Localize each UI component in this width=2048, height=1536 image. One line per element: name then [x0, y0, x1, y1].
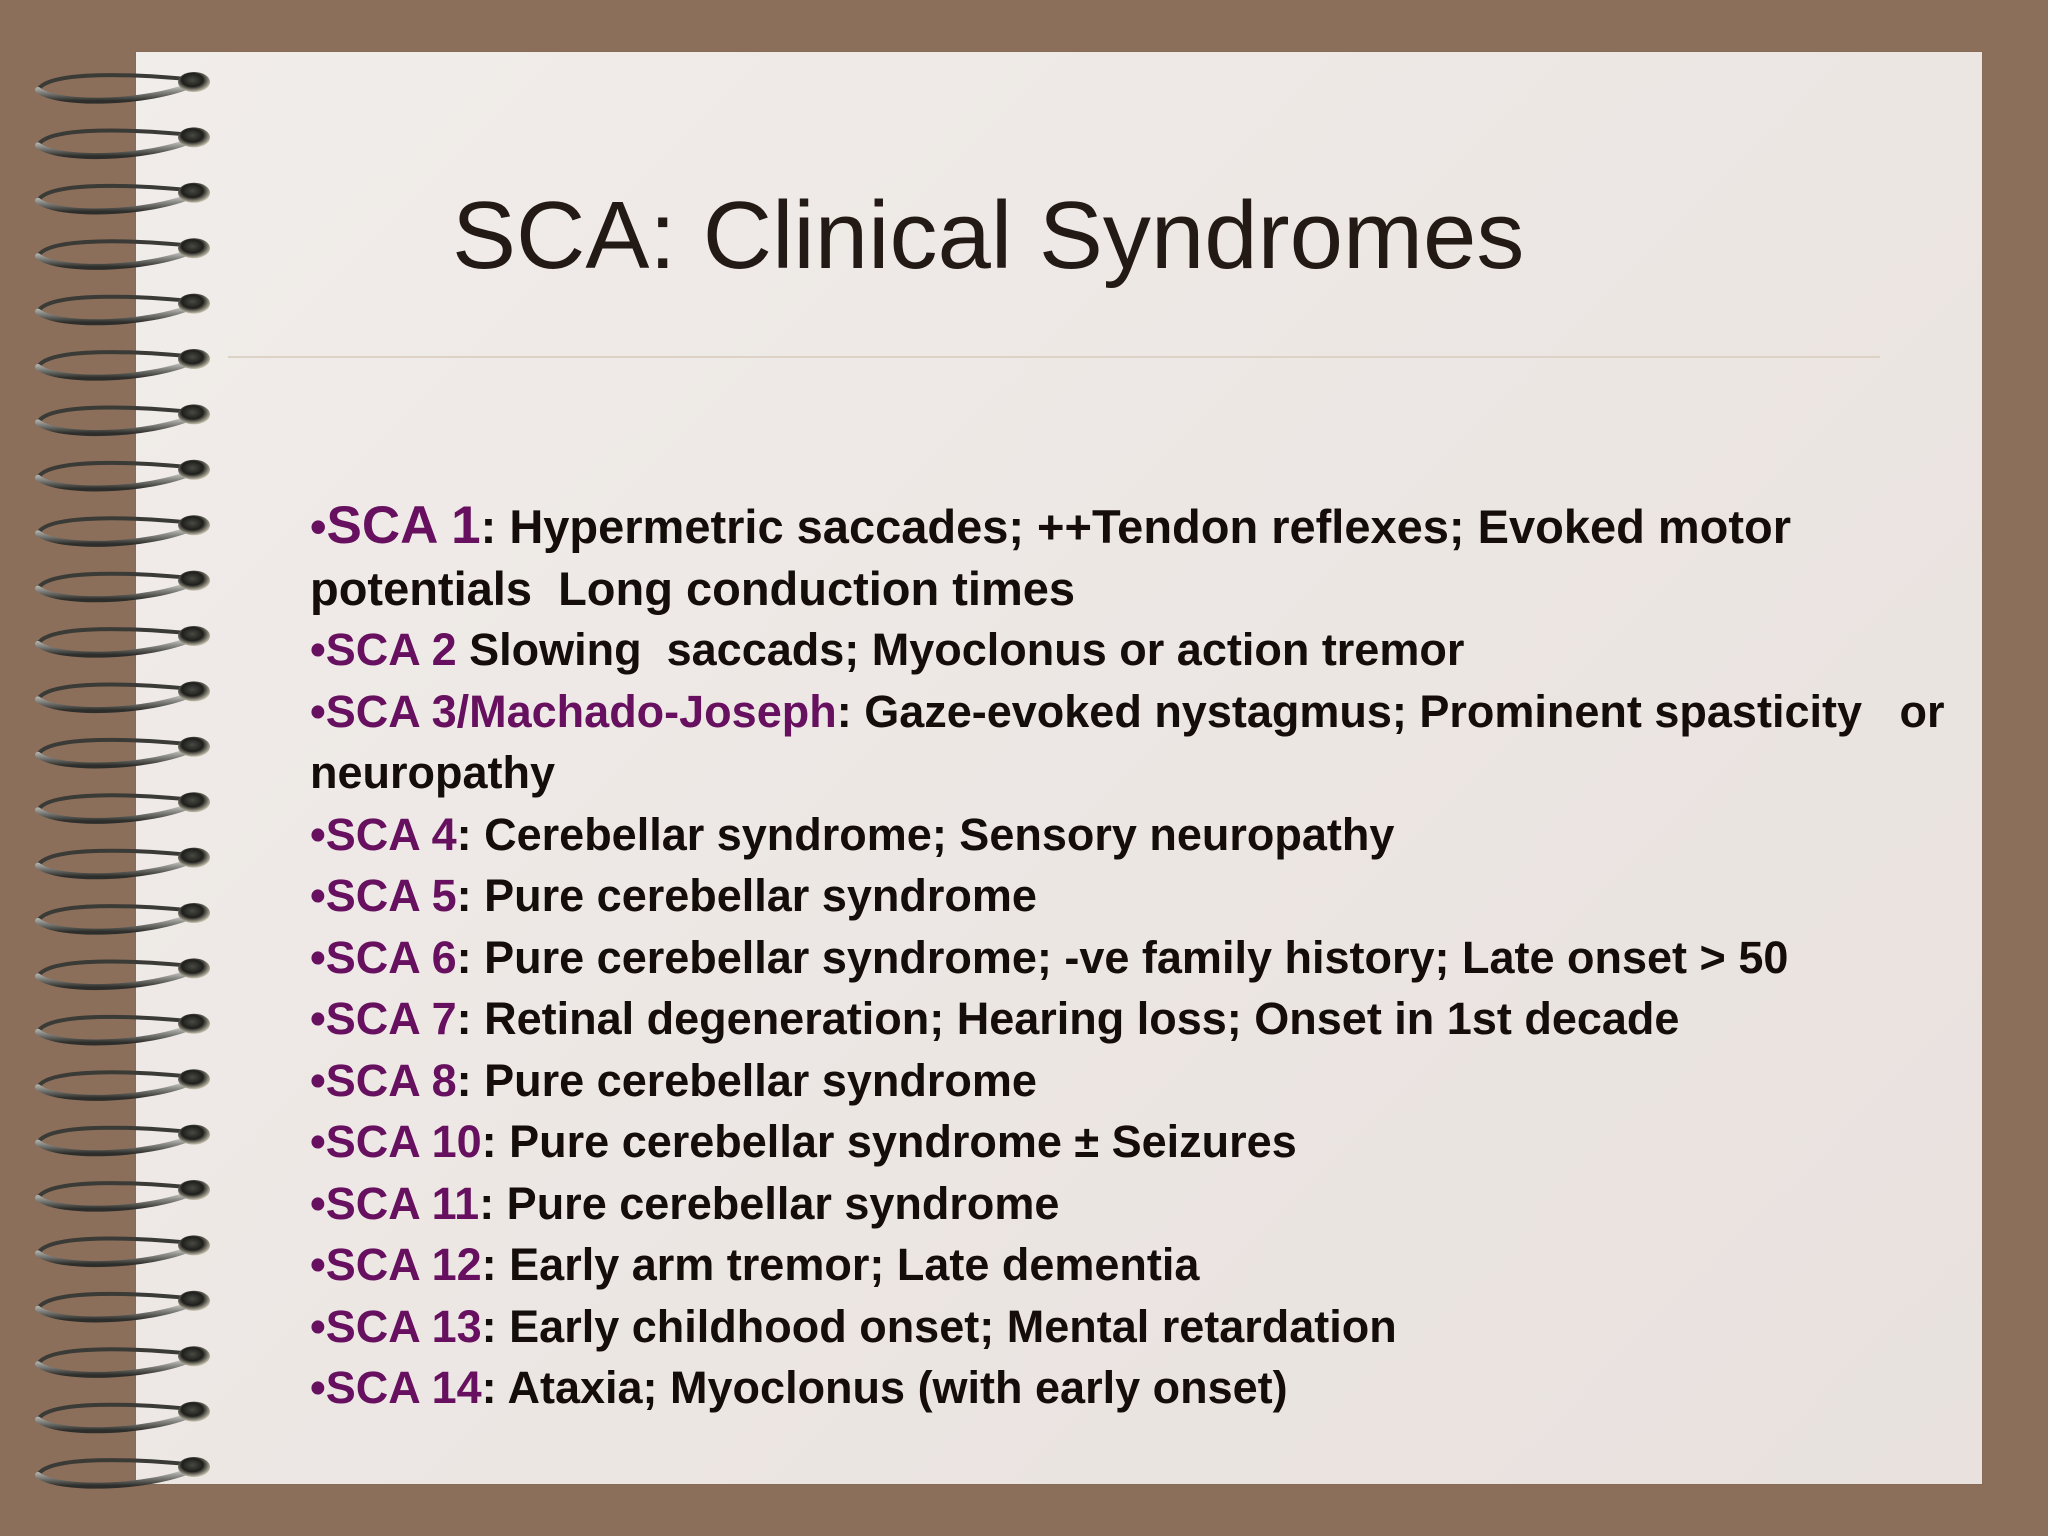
item-label: SCA 12 [325, 1239, 482, 1290]
item-description: : Cerebellar syndrome; Sensory neuropathy [456, 808, 1395, 860]
item-description: : Pure cerebellar syndrome [456, 1054, 1037, 1106]
ring-wire-back [38, 906, 196, 921]
ring-wire-front [38, 915, 194, 932]
ring-wire-back [38, 795, 196, 810]
spiral-ring [38, 1346, 210, 1375]
ring-wire-front [38, 361, 194, 378]
spiral-ring [38, 1291, 210, 1320]
ring-wire-back [38, 1183, 196, 1198]
item-label: SCA 5 [325, 870, 457, 921]
ring-hole [178, 1180, 210, 1200]
ring-hole [178, 1457, 210, 1477]
bullet: • [310, 1239, 326, 1290]
ring-wire-back [38, 629, 196, 644]
item-label: SCA 11 [325, 1177, 480, 1229]
ring-wire-back [38, 851, 196, 866]
ring-wire-back [38, 962, 196, 977]
ring-hole [178, 848, 210, 868]
bullet: • [310, 500, 327, 553]
spiral-ring [38, 404, 210, 433]
ring-wire-front [38, 804, 194, 821]
item-description: : Retinal degeneration; Hearing loss; Onset in 1st decade [456, 993, 1680, 1044]
ring-wire-front [38, 1081, 194, 1098]
syndrome-list [310, 495, 1970, 1419]
ring-hole [178, 681, 210, 701]
ring-hole [178, 1125, 210, 1145]
list-item [310, 804, 1970, 866]
list-item [310, 1296, 1970, 1358]
list-item [310, 988, 1970, 1050]
spiral-ring [38, 571, 210, 600]
bullet: • [310, 808, 326, 860]
list-item [310, 1234, 1970, 1296]
ring-wire-back [38, 574, 196, 589]
ring-wire-back [38, 186, 196, 201]
ring-wire-back [38, 1239, 196, 1254]
ring-wire-front [38, 527, 194, 544]
item-label: SCA 13 [325, 1300, 482, 1352]
item-label: SCA 8 [325, 1054, 457, 1106]
list-item [310, 865, 1970, 927]
spiral-ring [38, 515, 210, 544]
ring-hole [178, 903, 210, 923]
ring-hole [178, 1346, 210, 1366]
spiral-ring [38, 72, 210, 101]
list-item [310, 927, 1970, 989]
ring-wire-back [38, 1072, 196, 1087]
spiral-ring [38, 460, 210, 489]
ring-wire-front [38, 749, 194, 766]
ring-hole [178, 183, 210, 203]
ring-hole [178, 571, 210, 591]
list-item [310, 495, 1970, 619]
item-label: SCA 4 [325, 808, 457, 860]
spiral-ring [38, 681, 210, 710]
item-label: SCA 3/Machado-Joseph [325, 685, 837, 737]
item-description: : Early childhood onset; Mental retardation [481, 1300, 1397, 1352]
item-label: SCA 1 [326, 496, 481, 555]
item-label: SCA 10 [325, 1116, 482, 1167]
spiral-ring [38, 238, 210, 267]
ring-wire-back [38, 297, 196, 312]
ring-wire-front [38, 638, 194, 655]
item-description: : Pure cerebellar syndrome [479, 1177, 1060, 1229]
spiral-ring [38, 958, 210, 987]
list-item [310, 1357, 1970, 1419]
list-item [310, 1050, 1970, 1112]
spiral-ring [38, 349, 210, 378]
bullet: • [310, 624, 326, 675]
ring-wire-back [38, 1294, 196, 1309]
spiral-ring [38, 294, 210, 323]
ring-hole [178, 515, 210, 535]
bullet: • [310, 1177, 326, 1229]
ring-wire-back [38, 352, 196, 367]
ring-hole [178, 1235, 210, 1255]
ring-wire-back [38, 1349, 196, 1364]
list-item [310, 1111, 1970, 1173]
ring-hole [178, 626, 210, 646]
ring-wire-back [38, 740, 196, 755]
ring-wire-front [38, 1137, 194, 1154]
bullet: • [310, 993, 326, 1044]
ring-wire-front [38, 1303, 194, 1320]
item-description: : Hypermetric saccades; ++Tendon reflexes; Evoked motor potentials Long conduction times [310, 500, 1805, 615]
ring-wire-back [38, 131, 196, 146]
spiral-ring [38, 903, 210, 932]
notebook-page [136, 52, 1982, 1484]
ring-wire-back [38, 241, 196, 256]
ring-wire-front [38, 84, 194, 101]
slide-title: SCA: Clinical Syndromes [452, 182, 1525, 289]
spiral-ring [38, 1402, 210, 1431]
list-item [310, 1173, 1970, 1235]
spiral-ring [38, 1235, 210, 1264]
ring-wire-front [38, 1358, 194, 1375]
spiral-ring [38, 1014, 210, 1043]
item-description: : Pure cerebellar syndrome; -ve family history; Late onset > 50 [456, 931, 1789, 983]
ring-wire-front [38, 250, 194, 267]
ring-wire-back [38, 408, 196, 423]
ring-hole [178, 72, 210, 92]
ring-wire-front [38, 583, 194, 600]
ring-wire-front [38, 472, 194, 489]
ring-hole [178, 460, 210, 480]
spiral-ring [38, 1125, 210, 1154]
spiral-ring [38, 626, 210, 655]
ring-hole [178, 127, 210, 147]
ring-hole [178, 737, 210, 757]
bullet: • [310, 1362, 326, 1413]
item-description: : Pure cerebellar syndrome ± Seizures [481, 1116, 1297, 1167]
item-label: SCA 14 [325, 1362, 482, 1413]
item-label: SCA 6 [325, 931, 457, 983]
item-description: : Early arm tremor; Late dementia [481, 1239, 1200, 1290]
ring-hole [178, 1014, 210, 1034]
ring-wire-back [38, 518, 196, 533]
ring-wire-front [38, 1247, 194, 1264]
bullet: • [310, 685, 326, 737]
item-label: SCA 7 [325, 993, 457, 1044]
bullet: • [310, 1116, 326, 1167]
ring-wire-front [38, 970, 194, 987]
ring-hole [178, 1402, 210, 1422]
ring-wire-front [38, 1192, 194, 1209]
bullet: • [310, 931, 326, 983]
ring-wire-front [38, 860, 194, 877]
spiral-ring [38, 183, 210, 212]
spiral-ring [38, 792, 210, 821]
item-description: : Gaze-evoked nystagmus; Prominent spasticity or neuropathy [310, 685, 1958, 798]
item-description: Slowing saccads; Myoclonus or action tremor [456, 624, 1465, 675]
ring-wire-back [38, 1017, 196, 1032]
ring-wire-back [38, 1405, 196, 1420]
ring-hole [178, 349, 210, 369]
list-item [310, 619, 1970, 681]
ring-wire-front [38, 306, 194, 323]
ring-wire-back [38, 685, 196, 700]
spiral-binding [28, 58, 228, 1478]
bullet: • [310, 1300, 326, 1352]
item-description: : Pure cerebellar syndrome [456, 870, 1037, 921]
ring-hole [178, 404, 210, 424]
ring-wire-front [38, 195, 194, 212]
bullet: • [310, 870, 326, 921]
spiral-ring [38, 737, 210, 766]
spiral-ring [38, 1180, 210, 1209]
ring-wire-front [38, 1414, 194, 1431]
spiral-ring [38, 127, 210, 156]
ring-wire-front [38, 139, 194, 156]
ring-wire-back [38, 75, 196, 90]
title-divider [228, 356, 1880, 358]
ring-wire-back [38, 463, 196, 478]
item-description: : Ataxia; Myoclonus (with early onset) [481, 1362, 1288, 1413]
spiral-ring [38, 848, 210, 877]
ring-wire-back [38, 1460, 196, 1475]
ring-hole [178, 958, 210, 978]
ring-hole [178, 1069, 210, 1089]
ring-hole [178, 238, 210, 258]
item-label: SCA 2 [325, 624, 457, 675]
ring-wire-front [38, 693, 194, 710]
bullet: • [310, 1054, 326, 1106]
ring-wire-back [38, 1128, 196, 1143]
ring-hole [178, 792, 210, 812]
ring-wire-front [38, 1026, 194, 1043]
ring-wire-front [38, 416, 194, 433]
spiral-ring [38, 1069, 210, 1098]
list-item [310, 681, 1970, 804]
ring-hole [178, 1291, 210, 1311]
ring-hole [178, 294, 210, 314]
